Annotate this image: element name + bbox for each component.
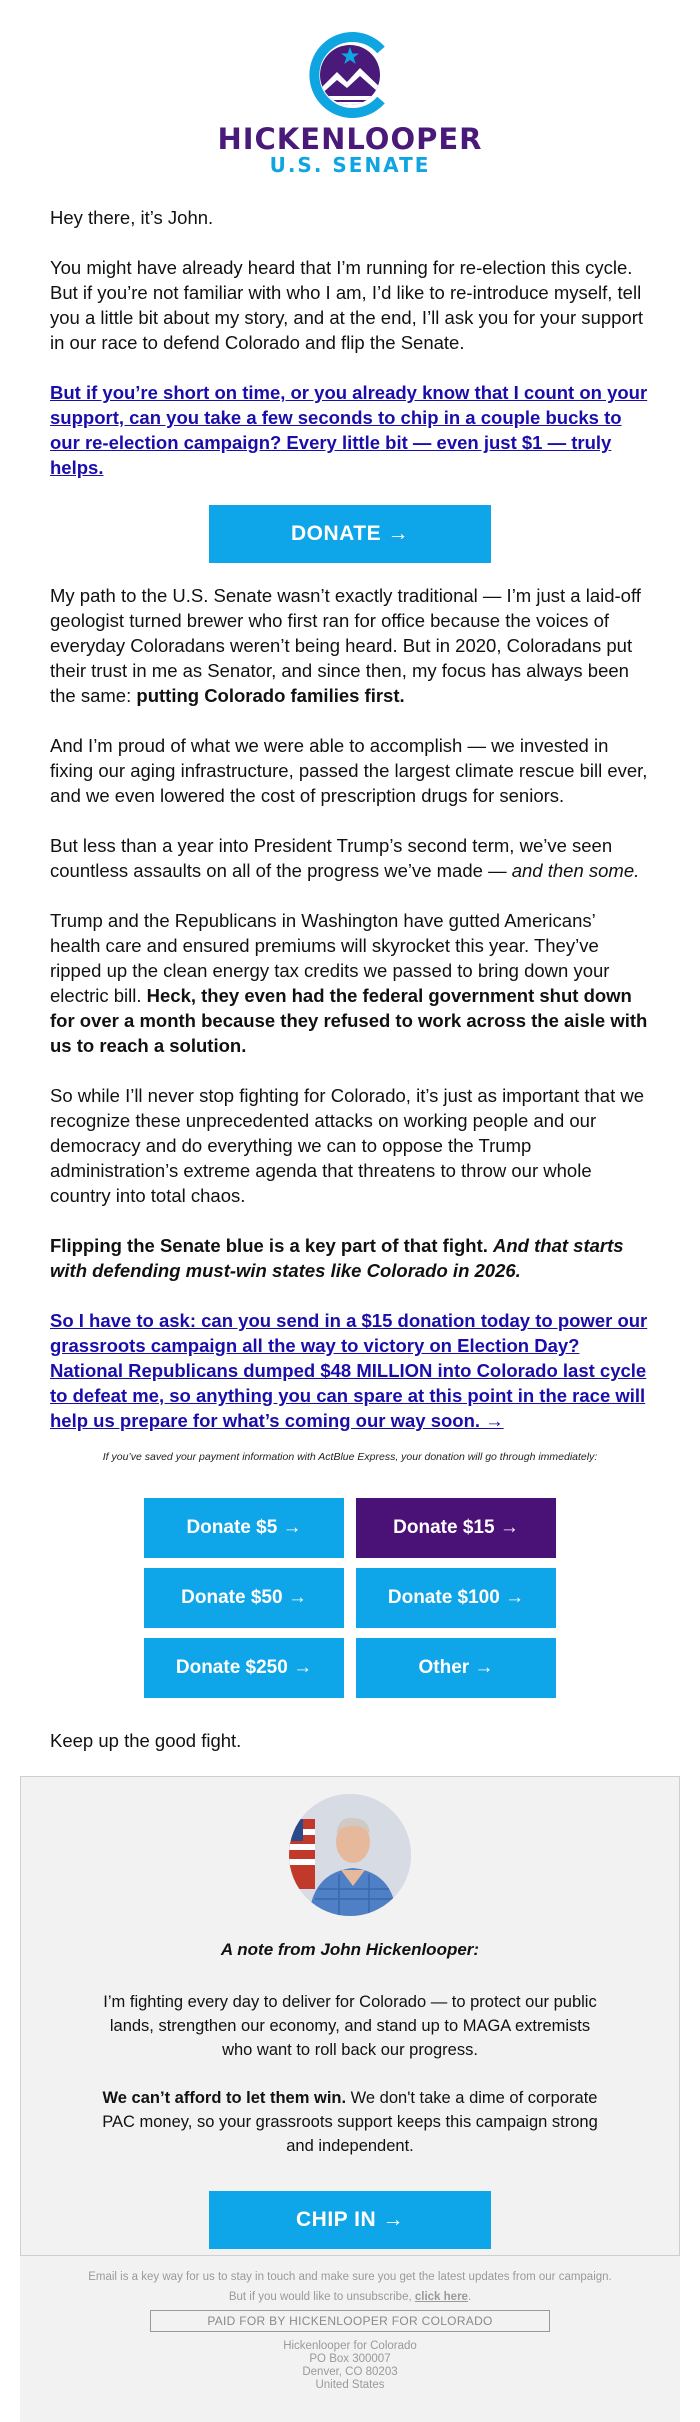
paid-for-disclaimer: PAID FOR BY HICKENLOOPER FOR COLORADO bbox=[150, 2310, 550, 2332]
assaults-text: But less than a year into President Trump’s second term, we’ve seen countless assaults on all of the progress we’ve made — bbox=[50, 835, 613, 881]
assaults-paragraph bbox=[50, 833, 650, 883]
mailing-address bbox=[20, 2340, 680, 2392]
note-card bbox=[20, 1776, 680, 2256]
avatar bbox=[289, 1794, 411, 1916]
path-text: My path to the U.S. Senate wasn’t exactly traditional — I’m just a laid-off geologist turned brewer who first ran for office because the voices of everyday Coloradans weren’t being heard. But in 2020, Coloradans put their trust in me as Senator, and since then, my focus has always been the same: bbox=[50, 585, 641, 706]
fighting-paragraph: So while I’ll never stop fighting for Colorado, it’s just as important that we recognize these unprecedented attacks on working people and our democracy and do everything we can to oppose the Trump administration’s extreme agenda that threatens to throw our whole country into total chaos. bbox=[50, 1085, 645, 1206]
flip-paragraph bbox=[50, 1233, 650, 1283]
card-text-2-rest: We don't take a dime of corporate PAC money, so your grassroots support keeps this campaign strong and independent. bbox=[102, 2089, 598, 2155]
card-title: A note from John Hickenlooper: bbox=[220, 1940, 480, 1959]
closing-line: Keep up the good fight. bbox=[50, 1730, 242, 1751]
donate-button-row bbox=[50, 505, 650, 563]
trump-text: Trump and the Republicans in Washington have gutted Americans’ health care and ensured premiums will skyrocket this year. They’ve ripped up the clean energy tax credits we passed to bring down your electric bill. bbox=[50, 910, 610, 1006]
card-text-2 bbox=[100, 2086, 600, 2158]
proud-paragraph: And I’m proud of what we were able to accomplish — we invested in fixing our aging infrastructure, passed the largest climate rescue bill ever, and we even lowered the cost of prescription drugs for seniors. bbox=[50, 735, 648, 806]
chip-in-button[interactable]: CHIP IN → bbox=[209, 2191, 491, 2249]
logo-name: HICKENLOOPER bbox=[217, 122, 483, 156]
donate-5-button[interactable]: Donate $5 → bbox=[144, 1498, 344, 1558]
path-bold-text: putting Colorado families first. bbox=[136, 685, 405, 706]
path-paragraph bbox=[50, 583, 650, 708]
donate-100-button[interactable]: Donate $100 → bbox=[356, 1568, 556, 1628]
actblue-note: If you’ve saved your payment information with ActBlue Express, your donation will go through immediately: bbox=[102, 1451, 598, 1463]
donation-ask-link[interactable]: But if you’re short on time, or you already know that I count on your support, can you take a few seconds to chip in a couple bucks to our re-election campaign? Every little bit — even just $1 — truly helps. bbox=[50, 382, 648, 478]
unsubscribe-link[interactable]: click here bbox=[414, 2291, 468, 2303]
campaign-logo bbox=[0, 0, 700, 205]
address-line: Denver, CO 80203 bbox=[302, 2366, 398, 2378]
donate-250-button[interactable]: Donate $250 → bbox=[144, 1638, 344, 1698]
donation-ask-paragraph-2 bbox=[50, 1308, 650, 1433]
donation-ask-paragraph bbox=[50, 380, 650, 480]
chip-in-row bbox=[21, 2191, 679, 2249]
address-line: United States bbox=[315, 2379, 385, 2391]
trump-bold-text: Heck, they even had the federal government shut down for over a month because they refused to work across the aisle with us to reach a solution. bbox=[50, 985, 648, 1056]
address-line: Hickenlooper for Colorado bbox=[283, 2340, 417, 2352]
assaults-italic-text: and then some. bbox=[511, 860, 640, 881]
greeting: Hey there, it’s John. bbox=[50, 207, 214, 228]
donation-ask-link-2[interactable]: So I have to ask: can you send in a $15 donation today to power our grassroots campaign all the way to victory on Election Day? National Republicans dumped $48 MILLION into Colorado last cycle to defeat me, so anything you can spare at this point in the race will help us prepare for what’s coming our way soon. → bbox=[50, 1310, 648, 1431]
donate-options-grid bbox=[144, 1498, 556, 1698]
logo-subtitle: U.S. SENATE bbox=[269, 153, 431, 177]
footer-line-1: Email is a key way for us to stay in touch and make sure you get the latest updates from our campaign. bbox=[88, 2271, 612, 2283]
email-body bbox=[0, 205, 700, 1828]
footer-line-2 bbox=[20, 2290, 680, 2304]
logo-mark-icon bbox=[305, 30, 395, 120]
footer-unsubscribe-text: But if you would like to unsubscribe, bbox=[228, 2291, 415, 2303]
donate-other-button[interactable]: Other → bbox=[356, 1638, 556, 1698]
flip-bold-italic-text: And that starts with defending must-win states like Colorado in 2026. bbox=[50, 1235, 624, 1281]
trump-paragraph bbox=[50, 908, 650, 1058]
card-text-2-bold: We can’t afford to let them win. bbox=[102, 2089, 347, 2107]
donate-button[interactable]: DONATE → bbox=[209, 505, 491, 563]
intro-paragraph: You might have already heard that I’m running for re-election this cycle. But if you’re not familiar with who I am, I’d like to re-introduce myself, tell you a little bit about my story, and at the end, I’ll ask you for your support in our race to defend Colorado and flip the Senate. bbox=[50, 257, 643, 353]
flip-bold-text: Flipping the Senate blue is a key part of that fight. bbox=[50, 1235, 494, 1256]
donate-15-button[interactable]: Donate $15 → bbox=[356, 1498, 556, 1558]
footer bbox=[20, 2256, 680, 2422]
address-line: PO Box 300007 bbox=[309, 2353, 391, 2365]
donate-50-button[interactable]: Donate $50 → bbox=[144, 1568, 344, 1628]
footer-line-2-end: . bbox=[467, 2291, 472, 2303]
card-text-1: I’m fighting every day to deliver for Colorado — to protect our public lands, strengthen our economy, and stand up to MAGA extremists who want to roll back our progress. bbox=[103, 1993, 597, 2059]
portrait-image bbox=[289, 1794, 411, 1916]
